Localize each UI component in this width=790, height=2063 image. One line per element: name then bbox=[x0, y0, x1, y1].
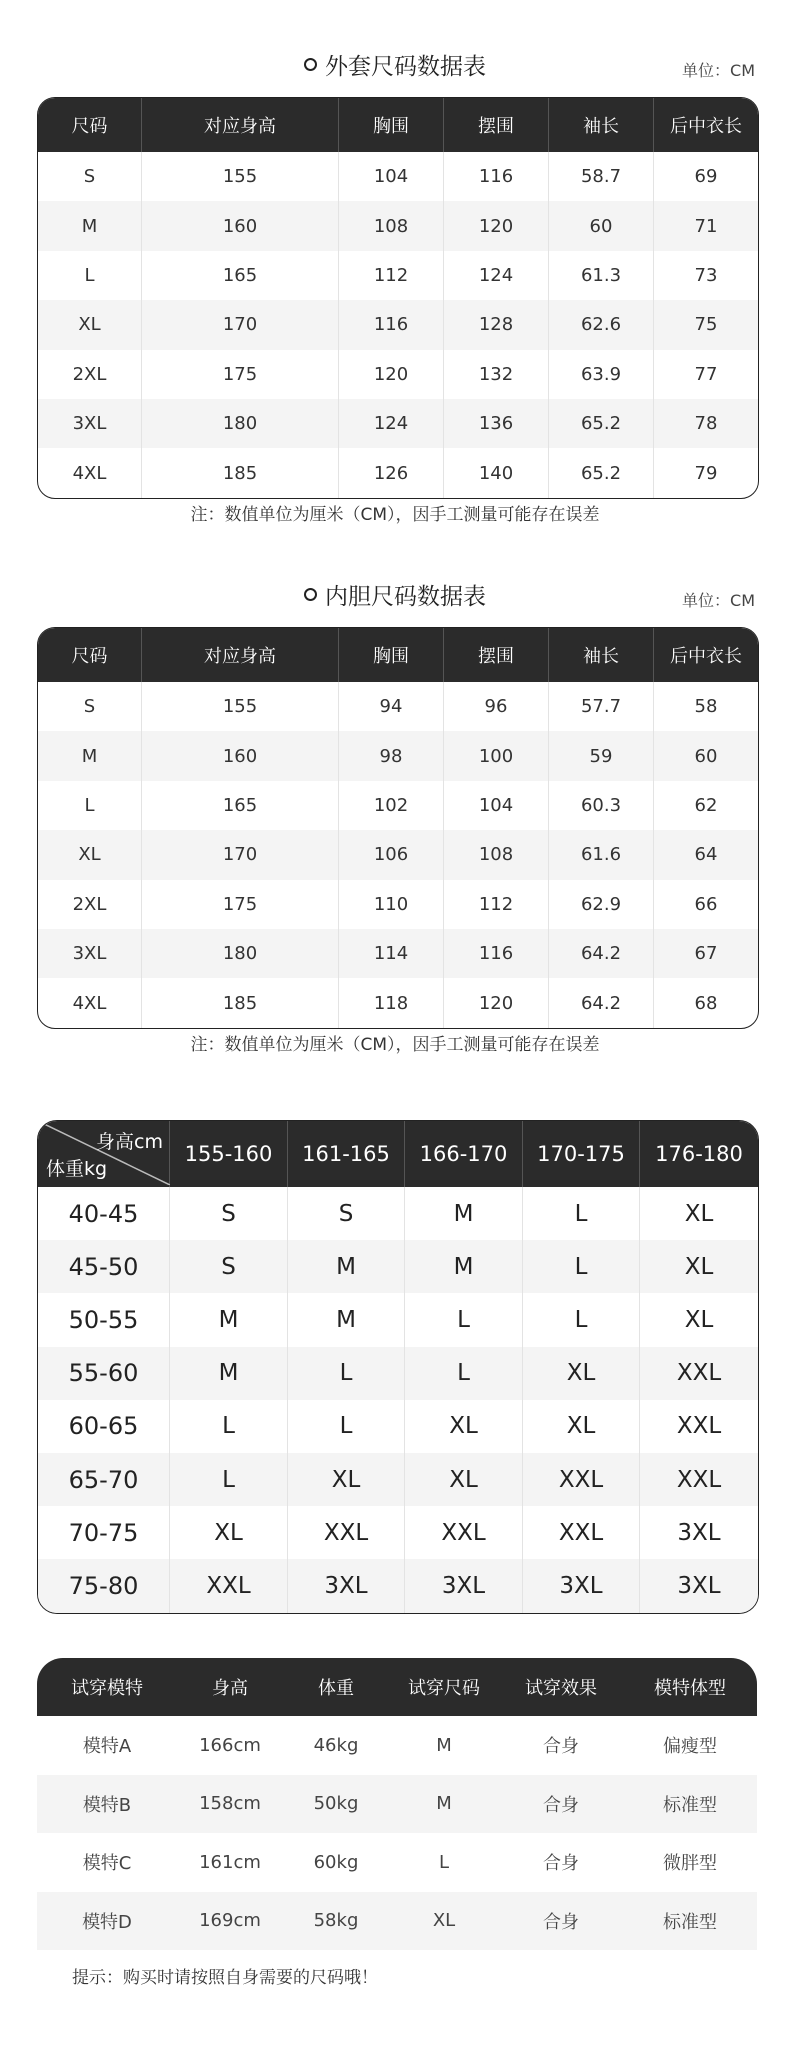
table-header-row bbox=[37, 1658, 757, 1716]
table-cell: L bbox=[405, 1293, 523, 1346]
table-cell: M bbox=[288, 1293, 405, 1346]
table-cell: 合身 bbox=[543, 1853, 579, 1875]
table-cell: 104 bbox=[444, 781, 549, 830]
table-cell: L bbox=[170, 1400, 288, 1453]
table-cell: 165 bbox=[142, 781, 339, 830]
table-cell: 132 bbox=[444, 350, 549, 399]
coat-size-table bbox=[37, 97, 759, 499]
table-cell: 79 bbox=[694, 462, 718, 484]
table-cell: 58kg bbox=[283, 1892, 389, 1951]
purchase-tip: 提示：购买时请按照自身需要的尺码哦！ bbox=[72, 1968, 378, 1988]
table-cell: 微胖型 bbox=[663, 1853, 717, 1875]
table-cell: 170 bbox=[142, 830, 339, 879]
table-cell: 66 bbox=[694, 893, 718, 915]
table-cell: XL bbox=[389, 1892, 499, 1951]
table-cell: S bbox=[170, 1187, 288, 1240]
table-cell: 116 bbox=[339, 300, 444, 349]
table-cell: 108 bbox=[339, 201, 444, 250]
table-cell: 40-45 bbox=[38, 1187, 170, 1240]
table-row bbox=[38, 1187, 758, 1240]
table-cell: 3XL bbox=[38, 399, 142, 448]
table-cell: 116 bbox=[444, 152, 549, 201]
table-cell: 96 bbox=[444, 682, 549, 731]
table-row bbox=[37, 1716, 757, 1775]
table-cell: 63.9 bbox=[549, 350, 654, 399]
table-row bbox=[38, 448, 758, 497]
table-cell: 158cm bbox=[177, 1775, 283, 1834]
table-cell: L bbox=[38, 781, 142, 830]
table-cell: 120 bbox=[339, 350, 444, 399]
table-cell: 70-75 bbox=[38, 1506, 170, 1559]
table-cell: S bbox=[38, 152, 142, 201]
table-cell: 180 bbox=[142, 929, 339, 978]
table-cell: 169cm bbox=[177, 1892, 283, 1951]
table-cell: S bbox=[288, 1187, 405, 1240]
table-cell: 108 bbox=[444, 830, 549, 879]
table-cell: L bbox=[438, 1851, 450, 1873]
table-header-row bbox=[38, 1121, 758, 1187]
circle-bullet-icon bbox=[304, 58, 317, 71]
table-cell: L bbox=[523, 1240, 640, 1293]
table-cell: 98 bbox=[339, 731, 444, 780]
table-row bbox=[38, 251, 758, 300]
table-cell: 112 bbox=[339, 251, 444, 300]
table-cell: XL bbox=[170, 1506, 288, 1559]
header-length: 后中衣长 bbox=[654, 98, 758, 152]
table-cell: 58 bbox=[694, 696, 718, 718]
liner-section-title bbox=[0, 578, 790, 611]
table-cell: 57.7 bbox=[549, 682, 654, 731]
table-cell: 标准型 bbox=[623, 1892, 757, 1951]
table-cell: 50kg bbox=[283, 1775, 389, 1834]
table-cell: 118 bbox=[339, 978, 444, 1027]
table-cell: XXL bbox=[676, 1413, 722, 1440]
table-cell: XL bbox=[288, 1453, 405, 1506]
table-cell: L bbox=[523, 1187, 640, 1240]
table-cell: 112 bbox=[444, 880, 549, 929]
table-cell: 124 bbox=[444, 251, 549, 300]
table-cell: 4XL bbox=[38, 978, 142, 1027]
table-cell: 62.9 bbox=[549, 880, 654, 929]
table-row bbox=[37, 1775, 757, 1834]
table-cell: 3XL bbox=[523, 1559, 640, 1612]
table-cell: M bbox=[405, 1240, 523, 1293]
header-sleeve: 袖长 bbox=[549, 98, 654, 152]
table-cell: M bbox=[436, 1734, 452, 1756]
height-range-header: 170-175 bbox=[523, 1121, 640, 1187]
corner-weight-label: 体重kg bbox=[46, 1158, 108, 1180]
table-cell: 160 bbox=[142, 731, 339, 780]
table-row bbox=[38, 830, 758, 879]
table-cell: 104 bbox=[339, 152, 444, 201]
table-cell: 94 bbox=[339, 682, 444, 731]
table-cell: 175 bbox=[142, 880, 339, 929]
table-cell: 160 bbox=[142, 201, 339, 250]
table-cell: 67 bbox=[654, 929, 758, 978]
table-cell: XL bbox=[684, 1306, 714, 1333]
table-cell: 64.2 bbox=[549, 978, 654, 1027]
table-cell: XXL bbox=[288, 1506, 405, 1559]
table-cell: M bbox=[38, 731, 142, 780]
table-cell: XL bbox=[405, 1453, 523, 1506]
table-cell: 114 bbox=[339, 929, 444, 978]
table-cell: 60 bbox=[549, 201, 654, 250]
coat-section-title bbox=[0, 48, 790, 81]
header-sleeve: 袖长 bbox=[549, 628, 654, 682]
table-cell: M bbox=[288, 1240, 405, 1293]
table-cell: 58.7 bbox=[549, 152, 654, 201]
size-recommendation-table bbox=[37, 1120, 759, 1614]
height-range-header: 155-160 bbox=[170, 1121, 288, 1187]
table-row bbox=[37, 1833, 757, 1892]
header-model-weight: 体重 bbox=[283, 1658, 389, 1716]
table-cell: 124 bbox=[339, 399, 444, 448]
table-row bbox=[38, 1400, 758, 1453]
table-cell: XXL bbox=[523, 1453, 640, 1506]
table-cell: 合身 bbox=[499, 1775, 623, 1834]
table-row bbox=[38, 1240, 758, 1293]
liner-size-table bbox=[37, 627, 759, 1029]
table-cell: 155 bbox=[142, 682, 339, 731]
table-cell: 126 bbox=[339, 448, 444, 497]
table-row bbox=[38, 880, 758, 929]
table-cell: M bbox=[405, 1187, 523, 1240]
table-cell: L bbox=[38, 251, 142, 300]
table-row bbox=[38, 1293, 758, 1346]
table-cell: 64.2 bbox=[549, 929, 654, 978]
header-size: 尺码 bbox=[38, 98, 142, 152]
coat-note: 注：数值单位为厘米（CM），因手工测量可能存在误差 bbox=[190, 505, 600, 525]
table-cell: XL bbox=[640, 1240, 758, 1293]
table-cell: 120 bbox=[444, 978, 549, 1027]
table-cell: 110 bbox=[339, 880, 444, 929]
height-range-header: 176-180 bbox=[640, 1121, 758, 1187]
table-cell: XXL bbox=[405, 1506, 523, 1559]
table-cell: 75 bbox=[654, 300, 758, 349]
table-cell: XL bbox=[523, 1347, 640, 1400]
table-cell: 102 bbox=[339, 781, 444, 830]
table-cell: L bbox=[170, 1453, 288, 1506]
header-size: 尺码 bbox=[38, 628, 142, 682]
table-cell: 3XL bbox=[288, 1559, 405, 1612]
table-row bbox=[38, 978, 758, 1027]
table-row bbox=[38, 350, 758, 399]
table-cell: 165 bbox=[142, 251, 339, 300]
table-header-row bbox=[38, 628, 758, 682]
header-model-height: 身高 bbox=[177, 1658, 283, 1716]
liner-note: 注：数值单位为厘米（CM），因手工测量可能存在误差 bbox=[190, 1035, 600, 1055]
table-row bbox=[38, 1453, 758, 1506]
header-chest: 胸围 bbox=[339, 628, 444, 682]
table-cell: 合身 bbox=[499, 1892, 623, 1951]
table-cell: 3XL bbox=[640, 1559, 758, 1612]
table-cell: L bbox=[523, 1293, 640, 1346]
table-row bbox=[38, 201, 758, 250]
table-cell: 3XL bbox=[677, 1519, 721, 1546]
table-cell: 185 bbox=[142, 978, 339, 1027]
table-cell: 模特C bbox=[82, 1853, 132, 1875]
table-row bbox=[38, 300, 758, 349]
table-cell: 61.6 bbox=[549, 830, 654, 879]
table-cell: 3XL bbox=[405, 1559, 523, 1612]
table-cell: XXL bbox=[523, 1506, 640, 1559]
table-row bbox=[38, 152, 758, 201]
table-cell: 59 bbox=[549, 731, 654, 780]
header-body-type: 模特体型 bbox=[623, 1658, 757, 1716]
table-cell: 71 bbox=[654, 201, 758, 250]
table-row bbox=[38, 1347, 758, 1400]
header-length: 后中衣长 bbox=[654, 628, 758, 682]
table-row bbox=[38, 781, 758, 830]
table-cell: 77 bbox=[694, 363, 718, 385]
diagonal-corner-header bbox=[38, 1121, 170, 1187]
table-cell: 50-55 bbox=[38, 1293, 170, 1346]
table-cell: 4XL bbox=[38, 448, 142, 497]
table-cell: L bbox=[405, 1347, 523, 1400]
table-cell: 73 bbox=[694, 264, 718, 286]
header-model: 试穿模特 bbox=[37, 1658, 177, 1716]
table-cell: 2XL bbox=[38, 880, 142, 929]
header-tryon-size: 试穿尺码 bbox=[389, 1658, 499, 1716]
table-cell: 3XL bbox=[38, 929, 142, 978]
table-cell: XL bbox=[405, 1400, 523, 1453]
header-hem: 摆围 bbox=[444, 628, 549, 682]
table-cell: 65.2 bbox=[549, 448, 654, 497]
table-cell: S bbox=[170, 1240, 288, 1293]
table-cell: 175 bbox=[142, 350, 339, 399]
table-row bbox=[38, 929, 758, 978]
table-cell: M bbox=[170, 1293, 288, 1346]
table-row bbox=[38, 682, 758, 731]
table-cell: 偏瘦型 bbox=[663, 1736, 717, 1758]
table-cell: 65-70 bbox=[38, 1453, 170, 1506]
table-cell: 161cm bbox=[199, 1851, 261, 1873]
table-cell: 65.2 bbox=[549, 399, 654, 448]
height-range-header: 161-165 bbox=[288, 1121, 405, 1187]
table-cell: 46kg bbox=[313, 1734, 359, 1756]
table-cell: 75-80 bbox=[38, 1559, 170, 1612]
table-cell: 合身 bbox=[543, 1736, 579, 1758]
table-cell: 106 bbox=[339, 830, 444, 879]
table-cell: 185 bbox=[142, 448, 339, 497]
table-cell: 模特A bbox=[82, 1736, 132, 1758]
table-cell: 45-50 bbox=[38, 1240, 170, 1293]
coat-unit-label: 单位：CM bbox=[682, 61, 755, 80]
table-cell: 2XL bbox=[38, 350, 142, 399]
table-cell: 116 bbox=[444, 929, 549, 978]
table-cell: 62 bbox=[694, 794, 718, 816]
table-cell: 60-65 bbox=[38, 1400, 170, 1453]
table-cell: XXL bbox=[640, 1453, 758, 1506]
table-header-row bbox=[38, 98, 758, 152]
table-cell: 120 bbox=[444, 201, 549, 250]
table-cell: 64 bbox=[654, 830, 758, 879]
height-range-header: 166-170 bbox=[405, 1121, 523, 1187]
table-cell: S bbox=[38, 682, 142, 731]
table-cell: M bbox=[389, 1775, 499, 1834]
table-cell: 62.6 bbox=[549, 300, 654, 349]
table-cell: 136 bbox=[444, 399, 549, 448]
liner-unit-label: 单位：CM bbox=[682, 591, 755, 610]
table-cell: XL bbox=[523, 1400, 640, 1453]
table-cell: L bbox=[288, 1400, 405, 1453]
coat-title-text: 外套尺码数据表 bbox=[325, 54, 486, 80]
table-cell: XL bbox=[38, 300, 142, 349]
table-row bbox=[38, 399, 758, 448]
table-row bbox=[37, 1892, 757, 1951]
table-cell: 180 bbox=[142, 399, 339, 448]
table-row bbox=[38, 1559, 758, 1612]
table-cell: 标准型 bbox=[623, 1775, 757, 1834]
table-row bbox=[38, 1506, 758, 1559]
table-cell: 61.3 bbox=[549, 251, 654, 300]
table-row bbox=[38, 731, 758, 780]
table-cell: XL bbox=[38, 830, 142, 879]
table-cell: M bbox=[170, 1347, 288, 1400]
table-cell: 100 bbox=[444, 731, 549, 780]
table-cell: 68 bbox=[694, 992, 718, 1014]
table-cell: 55-60 bbox=[38, 1347, 170, 1400]
table-cell: 78 bbox=[654, 399, 758, 448]
table-cell: 60 bbox=[654, 731, 758, 780]
table-cell: 60kg bbox=[313, 1851, 359, 1873]
header-height: 对应身高 bbox=[142, 98, 339, 152]
table-cell: 155 bbox=[142, 152, 339, 201]
header-hem: 摆围 bbox=[444, 98, 549, 152]
header-tryon-effect: 试穿效果 bbox=[499, 1658, 623, 1716]
table-cell: 模特B bbox=[37, 1775, 177, 1834]
table-cell: 60.3 bbox=[549, 781, 654, 830]
table-cell: 128 bbox=[444, 300, 549, 349]
table-cell: 140 bbox=[444, 448, 549, 497]
header-height: 对应身高 bbox=[142, 628, 339, 682]
table-cell: 166cm bbox=[199, 1734, 261, 1756]
table-cell: 模特D bbox=[37, 1892, 177, 1951]
model-tryon-table bbox=[37, 1658, 757, 1950]
corner-height-label: 身高cm bbox=[96, 1131, 163, 1153]
table-cell: 170 bbox=[142, 300, 339, 349]
header-chest: 胸围 bbox=[339, 98, 444, 152]
liner-title-text: 内胆尺码数据表 bbox=[325, 584, 486, 610]
circle-bullet-icon bbox=[304, 588, 317, 601]
table-cell: XXL bbox=[170, 1559, 288, 1612]
table-cell: L bbox=[288, 1347, 405, 1400]
table-cell: 69 bbox=[694, 166, 718, 188]
table-cell: XXL bbox=[640, 1347, 758, 1400]
table-cell: M bbox=[38, 201, 142, 250]
table-cell: XL bbox=[684, 1200, 714, 1227]
